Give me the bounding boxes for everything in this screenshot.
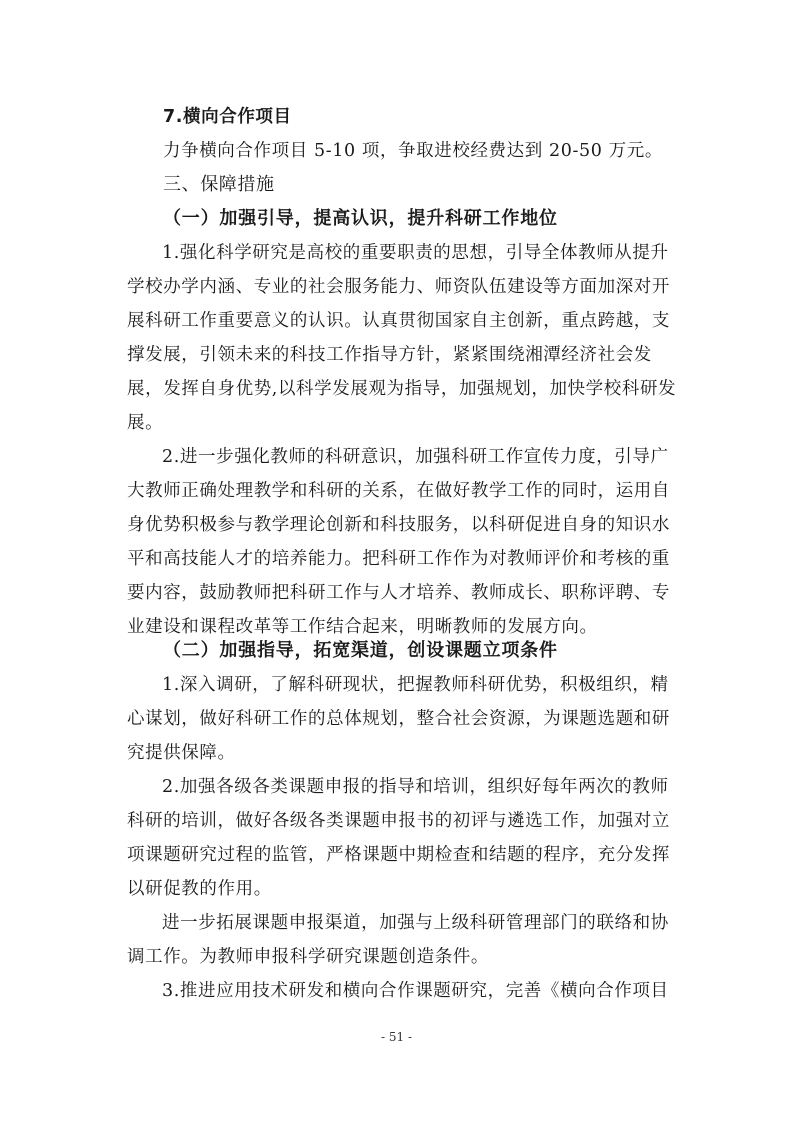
subsection2-paragraph-1: 1.深入调研，了解科研现状，把握教师科研优势，积极组织，精心谋划，做好科研工作的总体规划，整合社会资源，为课题选题和研究提供保障。 <box>127 675 670 763</box>
item7-text: 力争横向合作项目 5-10 项，争取进校经费达到 20-50 万元。 <box>163 141 663 161</box>
section3-title: 三、保障措施 <box>163 174 275 195</box>
subsection1-title: （一）加强引导，提高认识，提升科研工作地位 <box>163 208 558 229</box>
subsection2-paragraph-4: 3.推进应用技术研发和横向合作课题研究，完善《横向合作项目 <box>162 981 669 1001</box>
subsection1-paragraph-2: 2.进一步强化教师的科研意识，加强科研工作宣传力度，引导广大教师正确处理教学和科研的关系，在做好教学工作的同时，运用自身优势积极参与教学理论创新和科技服务，以科研促进自身的知识水平和高技能人才的培养能力。把科研工作作为对教师评价和考核的重要内容，鼓励教师把科研工作与人才培养、教师成长、职称评聘、专业建设和课程改革等工作结合起来，明晰教师的发展方向。 <box>127 447 670 637</box>
subsection1-paragraph-1: 1.强化科学研究是高校的重要职责的思想，引导全体教师从提升学校办学内涵、专业的社会服务能力、师资队伍建设等方面加深对开展科研工作重要意义的认识。认真贯彻国家自主创新，重点跨越，支撑发展，引领未来的科技工作指导方针，紧紧围绕湘潭经济社会发展，发挥自身优势,以科学发展观为指导，加强规划，加快学校科研发展。 <box>127 243 677 433</box>
subsection2-title: （二）加强指导，拓宽渠道，创设课题立项条件 <box>163 640 558 661</box>
subsection2-paragraph-3: 进一步拓展课题申报渠道，加强与上级科研管理部门的联络和协调工作。为教师申报科学研究课题创造条件。 <box>127 913 669 967</box>
subsection2-paragraph-2: 2.加强各级各类课题申报的指导和培训，组织好每年两次的教师科研的培训，做好各级各类课题申报书的初评与遴选工作，加强对立项课题研究过程的监管，严格课题中期检查和结题的程序，充分发挥以研促教的作用。 <box>127 777 670 899</box>
page-number: - 51 - <box>380 1030 412 1044</box>
item7-heading: 7.横向合作项目 <box>163 107 292 127</box>
